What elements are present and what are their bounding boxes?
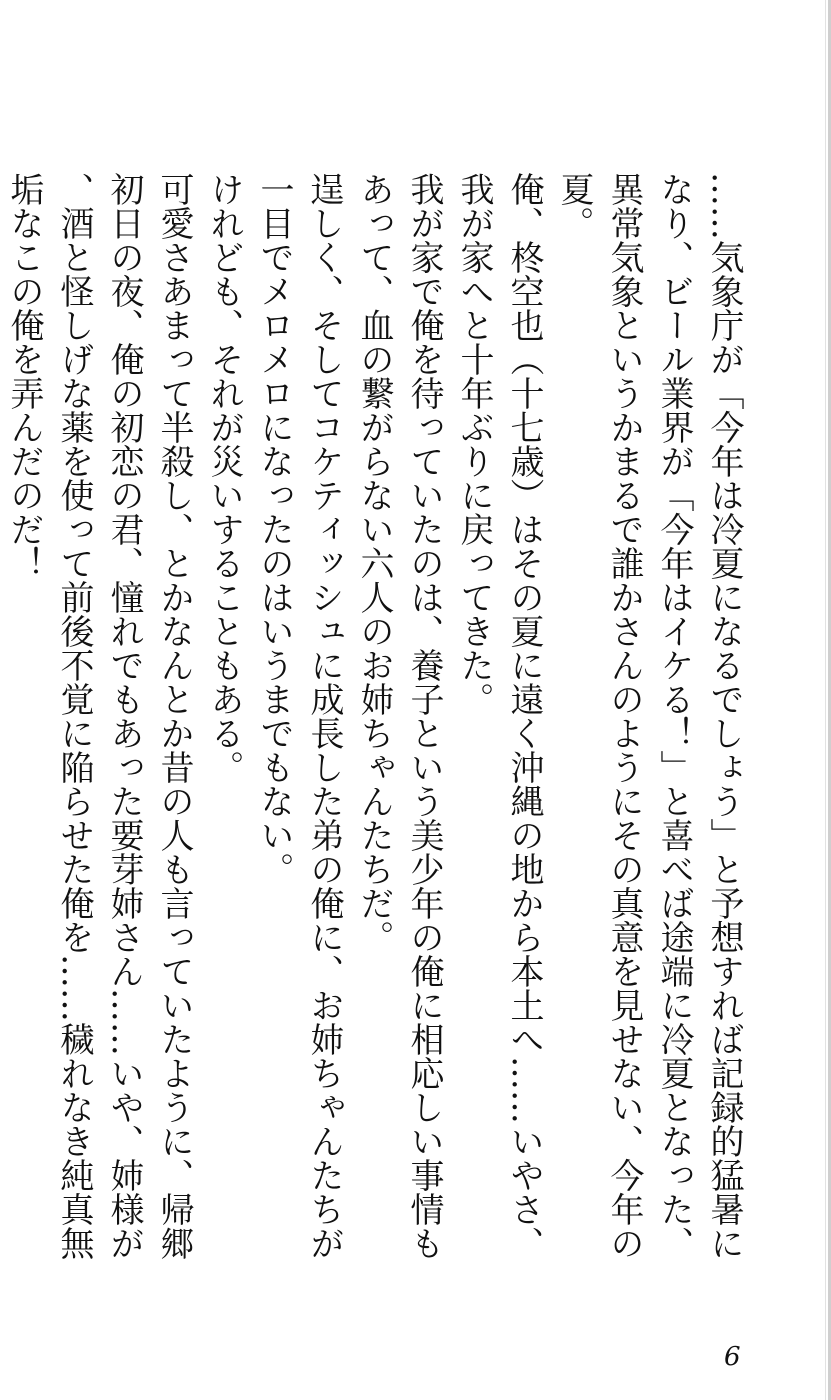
- page-edge-inner: [825, 0, 826, 1400]
- paragraph-1: ……気象庁が「今年は冷夏になるでしょう」と予想すれば記録的猛暑になり、ビール業界が「今年はイケる！」と喜べば途端に冷夏となった、異常気象というかまるで誰かさんのようにその真意を見せない、今年の夏。: [554, 172, 744, 1260]
- paragraph-2: 俺、柊空也（十七歳）はその夏に遠く沖縄の地から本土へ……いやさ、我が家へと十年ぶりに戻ってきた。: [454, 172, 544, 1260]
- paragraph-3: 我が家で俺を待っていたのは、養子という美少年の俺に相応しい事情もあって、血の繋がらない六人のお姉ちゃんたちだ。: [354, 172, 444, 1260]
- page-number: 6: [724, 1342, 741, 1372]
- vertical-text-body: [0, 172, 749, 1280]
- paragraph-4: 逞しく、そしてコケティッシュに成長した弟の俺に、お姉ちゃんたちが一目でメロメロになったのはいうまでもない。: [254, 172, 344, 1260]
- paragraph-6: 可愛さあまって半殺し、とかなんとか昔の人も言っていたように、帰郷初日の夜、俺の初恋の君、憧れでもあった要芽姉さん……いや、姉様が、酒と怪しげな薬を使って前後不覚に陥らせた俺を……穢れなき純真無垢なこの俺を弄んだのだ！: [4, 172, 194, 1260]
- paragraph-5: けれども、それが災いすることもある。: [204, 172, 244, 784]
